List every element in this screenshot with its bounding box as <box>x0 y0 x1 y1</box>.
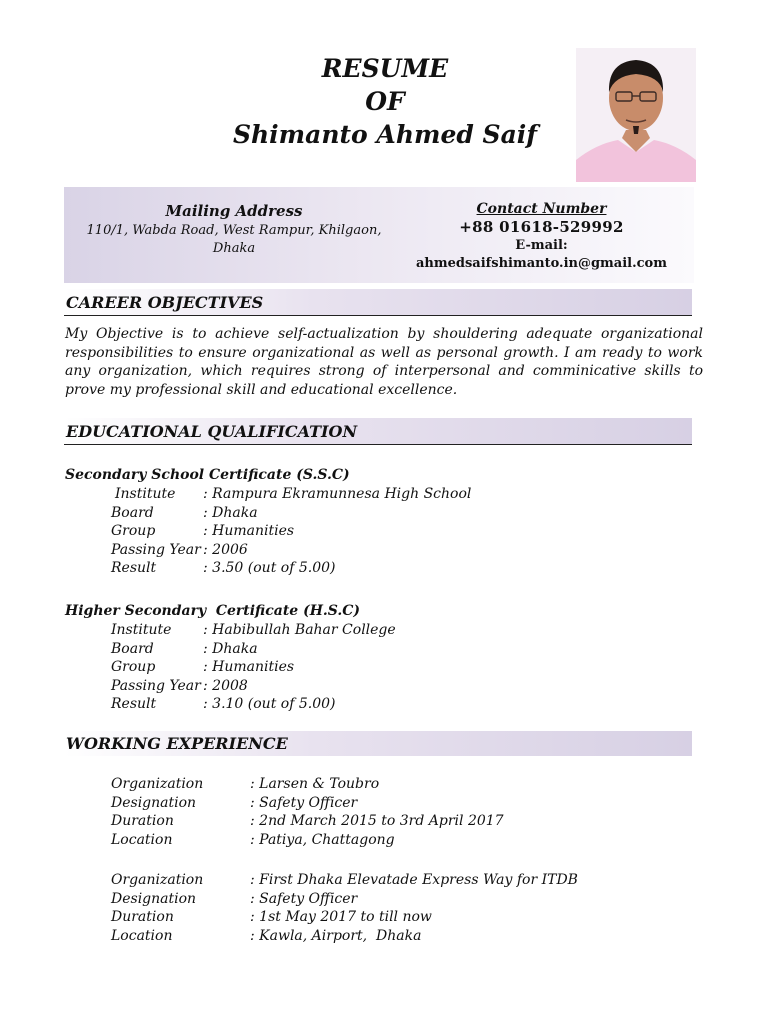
job-value: : Larsen & Toubro <box>250 776 380 792</box>
job-block-2 <box>111 871 578 945</box>
job-key: Organization <box>111 872 204 888</box>
ssc-key: Board <box>111 504 154 521</box>
job-value: : 2nd March 2015 to 3rd April 2017 <box>250 813 504 830</box>
ssc-key: Passing Year <box>111 541 201 558</box>
job-key: Designation <box>111 890 197 907</box>
candidate-name: Shimanto Ahmed Saif <box>232 120 538 149</box>
email-label: E-mail: <box>515 238 568 253</box>
ssc-row <box>65 522 471 541</box>
job-row <box>111 831 504 850</box>
job-value: : First Dhaka Elevatade Express Way for ITDB <box>250 872 578 888</box>
ssc-row <box>65 485 471 504</box>
contact-number-heading: Contact Number <box>476 201 607 217</box>
ssc-row <box>65 541 471 560</box>
ssc-value: : Rampura Ekramunnesa High School <box>203 486 472 502</box>
job-key: Location <box>111 831 173 848</box>
hsc-row <box>65 658 396 677</box>
hsc-key: Passing Year <box>111 677 201 694</box>
hsc-key: Group <box>111 659 156 675</box>
ssc-title: Secondary School Certificate (S.S.C) <box>65 467 350 483</box>
address-line-1: 110/1, Wabda Road, West Rampur, Khilgaon, <box>86 223 382 238</box>
career-objectives-heading: CAREER OBJECTIVES <box>64 289 692 316</box>
hsc-value: : 3.10 (out of 5.00) <box>203 696 336 712</box>
hsc-row <box>65 640 396 659</box>
job-value: : 1st May 2017 to till now <box>250 909 432 926</box>
job-key: Duration <box>111 813 174 830</box>
title-line-resume: RESUME <box>321 54 449 83</box>
email-address: ahmedsaifshimanto.in@gmail.com <box>416 256 667 271</box>
job-value: : Kawla, Airport, Dhaka <box>250 927 422 944</box>
ssc-value: : Dhaka <box>203 504 258 521</box>
mailing-address-block <box>84 201 384 257</box>
job-row <box>111 871 578 890</box>
job-row <box>111 908 578 927</box>
work-experience-heading: WORKING EXPERIENCE <box>64 731 692 756</box>
hsc-key: Institute <box>111 622 172 638</box>
ssc-value: : 3.50 (out of 5.00) <box>203 560 336 576</box>
job-key: Location <box>111 927 173 944</box>
ssc-key: Institute <box>115 486 176 502</box>
ssc-key: Result <box>111 560 157 576</box>
hsc-title: Higher Secondary Certificate (H.S.C) <box>65 603 361 619</box>
profile-photo <box>576 48 696 182</box>
hsc-key: Result <box>111 696 157 712</box>
phone-number: +88 01618-529992 <box>459 218 624 236</box>
job-row <box>111 812 504 831</box>
job-key: Duration <box>111 909 174 926</box>
hsc-value: : 2008 <box>203 677 248 694</box>
job-value: : Safety Officer <box>250 890 358 907</box>
hsc-row <box>65 677 396 696</box>
job-value: : Safety Officer <box>250 794 358 811</box>
hsc-value: : Dhaka <box>203 640 258 657</box>
ssc-row <box>65 504 471 523</box>
education-heading: EDUCATIONAL QUALIFICATION <box>64 418 692 445</box>
contact-band <box>64 187 694 283</box>
ssc-block <box>65 466 471 578</box>
title-line-of: OF <box>365 87 405 116</box>
hsc-value: : Habibullah Bahar College <box>203 622 396 638</box>
job-key: Organization <box>111 776 204 792</box>
ssc-value: : 2006 <box>203 541 248 558</box>
job-row <box>111 775 504 794</box>
job-value: : Patiya, Chattagong <box>250 831 395 848</box>
job-key: Designation <box>111 794 197 811</box>
hsc-value: : Humanities <box>203 659 295 675</box>
job-row <box>111 927 578 946</box>
address-line-2: Dhaka <box>212 241 256 256</box>
hsc-row <box>65 695 396 714</box>
hsc-block <box>65 602 396 714</box>
profile-photo-image <box>576 48 696 182</box>
job-row <box>111 890 578 909</box>
ssc-key: Group <box>111 523 156 539</box>
ssc-row <box>65 559 471 578</box>
job-row <box>111 794 504 813</box>
resume-title <box>200 52 570 151</box>
mailing-address-heading: Mailing Address <box>165 202 303 220</box>
career-objectives-text: My Objective is to achieve self-actualization by shouldering adequate organizational responsibilities to ensure organizational as well as personal growth. I am ready to work any organization, which requires strong of interpersonal and comminicative skills to prove my professional skill and educational excellence. <box>65 326 703 398</box>
contact-number-block <box>409 200 674 273</box>
ssc-value: : Humanities <box>203 523 295 539</box>
hsc-key: Board <box>111 640 154 657</box>
hsc-row <box>65 621 396 640</box>
job-block-1 <box>111 775 504 849</box>
